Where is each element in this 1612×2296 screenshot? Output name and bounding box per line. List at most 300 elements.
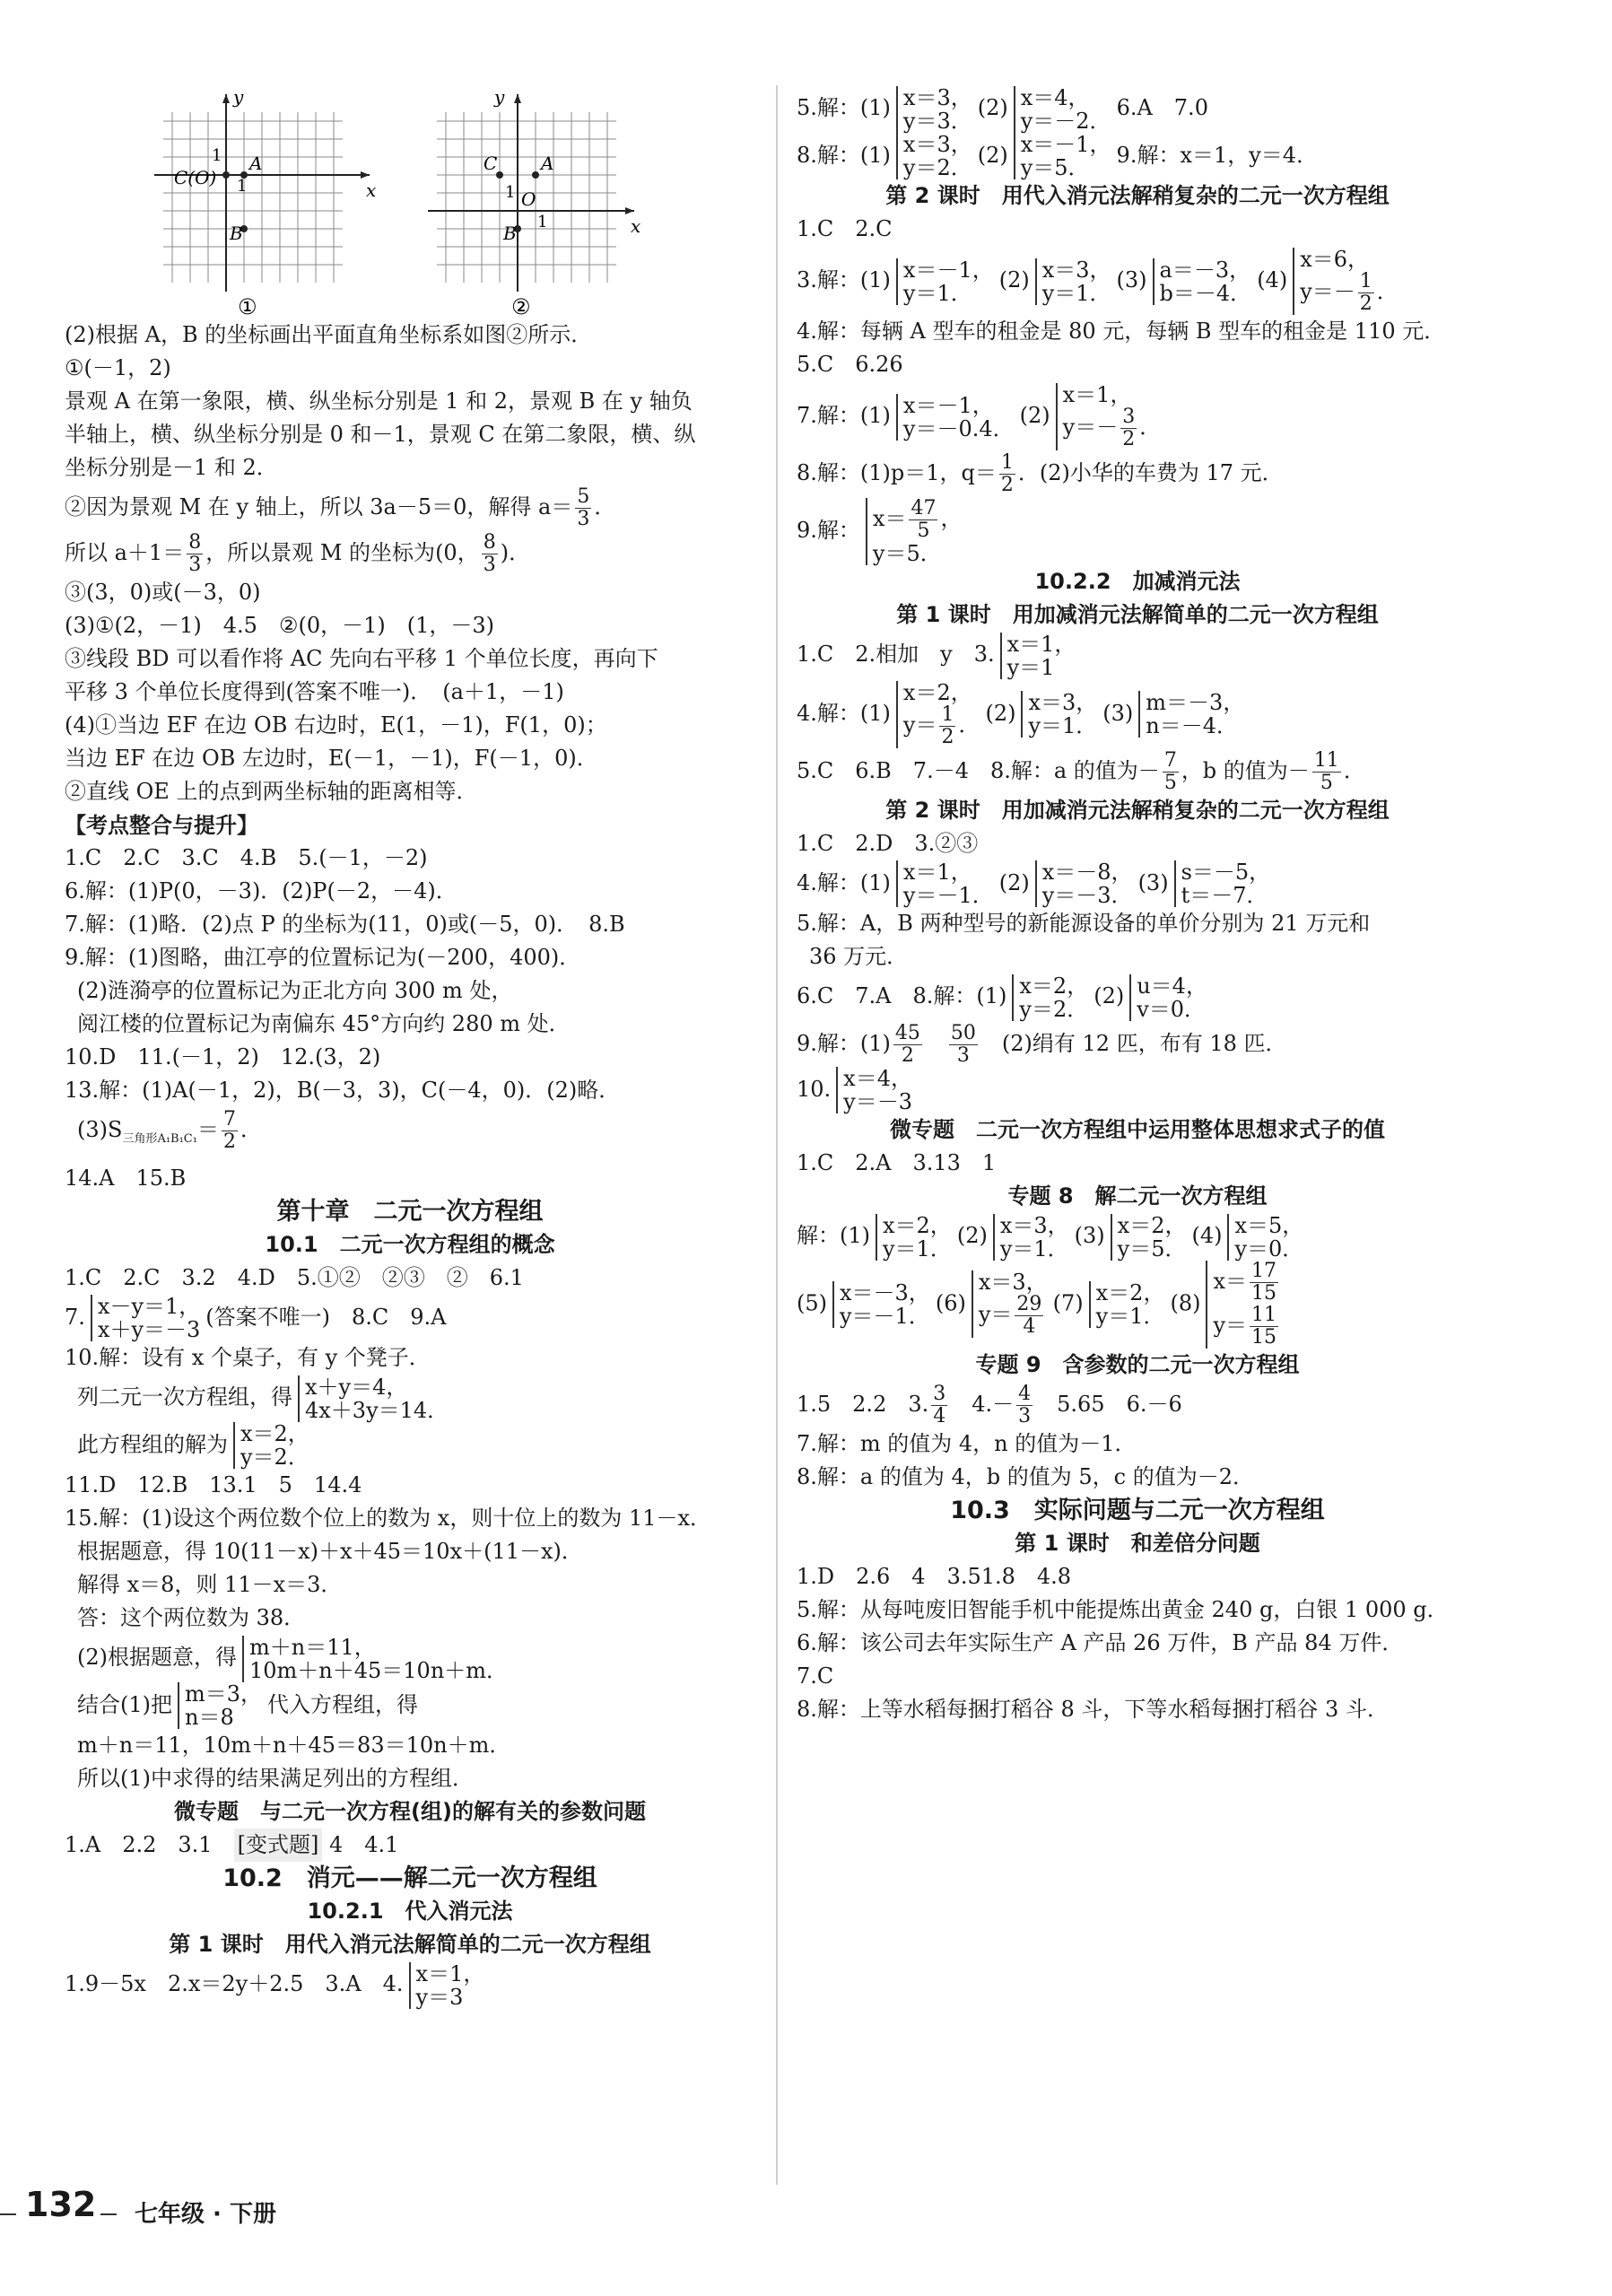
answer-line: [797, 133, 1478, 180]
fraction: [187, 532, 203, 576]
text: 8.解：(1)p＝1，q＝: [797, 460, 997, 485]
fig1-label-c: C(O): [174, 167, 217, 188]
denominator: 2: [941, 725, 954, 748]
equation-system: [1056, 383, 1162, 450]
answer-line: 解得 x＝8，则 11－x＝3．: [77, 1572, 343, 1598]
fig1-x-label: x: [366, 179, 377, 201]
fig1-tick-x: 1: [237, 177, 248, 196]
equation: x＝－1，: [902, 392, 994, 418]
text: 结合(1)把: [77, 1691, 172, 1717]
equation: x＝3，: [902, 132, 972, 157]
fig1-point-c: [222, 171, 230, 179]
equation: x＋y＝－3: [97, 1317, 201, 1343]
answer-line: 1.C 2.D 3.②③: [797, 830, 979, 856]
text: (3): [1074, 1223, 1105, 1248]
numerator: 45: [894, 1021, 920, 1044]
answer-line: 1.C 2.C 3.2 4.D 5.①② ②③ ② 6.1: [65, 1264, 524, 1290]
text: 5.C 6.B 7.－4 8.解：a 的值为－: [797, 757, 1160, 783]
equation-system: [1227, 1214, 1303, 1261]
equation-system: [972, 1270, 1048, 1338]
subscript: 三角形A₁B₁C₁: [122, 1131, 197, 1146]
equation: y＝1．: [1041, 280, 1111, 306]
numerator: 7: [222, 1108, 236, 1131]
equation: x＝4，: [843, 1066, 912, 1091]
answer-line: (4)①当边 EF 在边 OB 右边时，E(1，－1)，F(1，0)；: [65, 712, 607, 738]
equation: s＝－5，: [1181, 860, 1271, 885]
variant-badge: [变式题]: [234, 1829, 323, 1862]
numerator: 29: [1016, 1293, 1042, 1315]
equation: y＝－1．: [902, 883, 994, 908]
text: 9.解：(1): [797, 1030, 891, 1056]
lesson-title: 第 2 课时 用代入消元法解稍复杂的二元一次方程组: [885, 183, 1390, 208]
answer-line: 6.解：该公司去年实际生产 A 产品 26 万件，B 产品 84 万件．: [797, 1629, 1404, 1655]
denominator: 5: [1163, 771, 1177, 794]
answer-line: [797, 1382, 1478, 1427]
lesson-title: 第 1 课时 用加减消元法解简单的二元一次方程组: [896, 602, 1379, 627]
equation: x＝1，: [1062, 382, 1132, 407]
text: (8): [1170, 1290, 1201, 1315]
equation: v＝0．: [1137, 996, 1207, 1022]
fig2-tick-y: 1: [505, 183, 516, 202]
fig2-label-b: B: [503, 223, 517, 244]
answer-line: (3)①(2，－1) 4.5 ②(0，－1) (1，－3): [65, 613, 494, 638]
fig1-tick-y: 1: [212, 146, 222, 165]
fig2-x-label: x: [631, 215, 641, 237]
text: 8.解：(1): [797, 142, 891, 168]
text: 10.: [797, 1076, 832, 1102]
text: 代入方程组，得: [267, 1691, 419, 1717]
denominator: 2: [222, 1131, 236, 1153]
answer-line: 根据题意，得 10(11－x)＋x＋45＝10x＋(11－x)．: [77, 1539, 583, 1565]
equation: x＝2，: [902, 679, 972, 705]
equation: y＝2．: [1019, 996, 1089, 1022]
text: 1.5 2.2 3.: [797, 1391, 929, 1417]
equation: y＝5．: [1020, 155, 1090, 180]
text: 1.A 2.2 3.1: [65, 1832, 234, 1858]
equation: y＝5．: [872, 541, 942, 566]
equation: x＝2，: [1117, 1212, 1187, 1238]
denominator: 2: [1122, 428, 1136, 450]
figure-1: [154, 85, 450, 319]
fraction: [1250, 1305, 1278, 1349]
equation: y＝0．: [1234, 1235, 1304, 1261]
text: 4 4.1: [328, 1832, 399, 1858]
answer-line: 15.解：(1)设这个两位数个位上的数为 x，则十位上的数为 11－x．: [65, 1506, 712, 1532]
equation: x＝1，: [902, 860, 972, 885]
text: 1.9－5x 2.x＝2y＋2.5 3.A 4.: [65, 1971, 404, 1997]
numerator: 4: [1018, 1382, 1032, 1405]
equation: y＝－3: [843, 1089, 912, 1114]
equation: y＝1．: [1028, 713, 1098, 738]
denominator: 3: [188, 554, 202, 576]
equation: x＝－1，: [1020, 132, 1111, 157]
answer-line: 8.解：a 的值为 4，b 的值为 5，c 的值为－2．: [797, 1463, 1254, 1489]
equation-system: [993, 1214, 1069, 1261]
equation-system: [1089, 1281, 1165, 1328]
equation-system: [1174, 860, 1271, 907]
text: 4.解：(1): [797, 869, 891, 895]
answer-line: ③(3，0)或(－3，0): [65, 580, 261, 605]
equation: x＝: [1213, 1268, 1248, 1294]
text: (4): [1257, 267, 1288, 292]
text: (2)根据题意，得: [77, 1645, 237, 1671]
answer-line: [65, 1961, 755, 2009]
equation: t＝－7．: [1181, 883, 1268, 908]
numerator: 1: [1000, 451, 1014, 474]
answer-line: [65, 1635, 755, 1682]
equation-system: [896, 258, 994, 305]
fraction: [1312, 750, 1341, 794]
page-number: 132: [25, 2185, 97, 2224]
lesson-title: 第 1 课时 和差倍分问题: [1015, 1530, 1260, 1556]
answer-line: 10.D 11.(－1，2) 12.(3，2): [65, 1044, 381, 1069]
answer-line: [65, 1829, 755, 1862]
text: 5.解：(1): [797, 95, 891, 120]
numerator: 11: [1251, 1303, 1277, 1326]
equation: x＝2，: [1019, 973, 1089, 999]
equation-system: [832, 1281, 930, 1328]
answer-line: [797, 748, 1478, 794]
answer-line: [797, 632, 1478, 679]
text: 列二元一次方程组，得: [77, 1384, 292, 1410]
answer-line: 5.解：A，B 两种型号的新能源设备的单价分别为 21 万元和: [797, 911, 1371, 936]
fig1-caption: ①: [238, 294, 257, 319]
text: (2): [998, 267, 1030, 292]
numerator: 17: [1251, 1259, 1277, 1282]
answer-line: 8.解：上等水稻每捆打稻谷 8 斗，下等水稻每捆打稻谷 3 斗．: [797, 1696, 1389, 1722]
answer-line: [797, 246, 1478, 315]
answer-line: m＋n＝11，10m＋n＋45＝83＝10n＋m．: [77, 1733, 511, 1759]
answer-line: 坐标分别是－1 和 2．: [65, 455, 278, 480]
equation: x＝1，: [1006, 631, 1076, 657]
equation: y＝1．: [999, 1235, 1069, 1261]
numerator: 7: [1163, 748, 1177, 772]
fig2-label-c: C: [484, 153, 498, 174]
equation: x＝3，: [1028, 690, 1098, 715]
equation-system: [896, 681, 980, 748]
answer-line: [797, 860, 1478, 908]
text: (2): [1094, 983, 1125, 1008]
topic-title: 专题 8 解二元一次方程组: [1007, 1183, 1268, 1209]
answer-line: 5.C 6.26: [797, 352, 903, 377]
answer-line: 当边 EF 在边 OB 左边时，E(－1，－1)，F(－1，0)．: [65, 746, 598, 771]
text: 9.解：x＝1，y＝4．: [1116, 142, 1319, 168]
answer-line: 景观 A 在第一象限，横、纵坐标分别是 1 和 2，景观 B 在 y 轴负: [65, 388, 693, 414]
topic-title: 专题 9 含参数的二元一次方程组: [975, 1351, 1300, 1377]
section-title: 10.3 实际问题与二元一次方程组: [950, 1496, 1325, 1524]
answer-line: 所以(1)中求得的结果满足列出的方程组．: [77, 1766, 474, 1792]
fraction: [999, 452, 1015, 496]
numerator: 50: [950, 1021, 976, 1044]
answer-line: 11.D 12.B 13.1 5 14.4: [65, 1472, 362, 1498]
subsection-title: 10.2.2 加减消元法: [1034, 569, 1241, 594]
answer-line: 13.解：(1)A(－1，2)，B(－3，3)，C(－4，0)．(2)略．: [65, 1078, 621, 1103]
text: ．: [1376, 279, 1399, 304]
equation-system: [409, 1962, 485, 2009]
text: (0，: [435, 540, 479, 565]
equation: y＝2．: [240, 1445, 309, 1471]
answer-line: (2)涟漪亭的位置标记为正北方向 300 m 处，: [77, 978, 513, 1003]
fig2-label-o: O: [521, 188, 536, 210]
answer-line: ②直线 OE 上的点到两坐标轴的距离相等．: [65, 779, 478, 804]
fraction: [931, 1384, 947, 1427]
numerator: 47: [911, 497, 937, 519]
text: 4.－: [972, 1391, 1015, 1417]
answer-line: [797, 85, 1478, 133]
fraction: [1120, 406, 1137, 450]
answer-line: 9.解：(1)图略，曲江亭的位置标记为(－200，400)．: [65, 945, 581, 970]
equation: x＝3，: [999, 1212, 1069, 1238]
section-heading: 【考点整合与提升】: [65, 812, 258, 838]
lesson-title: 第 1 课时 用代入消元法解简单的二元一次方程组: [169, 1932, 651, 1958]
equation: b＝－4．: [1159, 280, 1252, 306]
fraction: [939, 704, 955, 748]
text: ②因为景观 M 在 y 轴上，所以 3a－5＝0，解得 a＝: [65, 494, 573, 519]
text: 6.A 7.0: [1116, 95, 1208, 120]
answer-line: [797, 679, 1478, 748]
answer-line: [797, 1021, 1478, 1067]
answer-line: [797, 1261, 1478, 1349]
equation: x＝4，: [1020, 84, 1090, 110]
fraction: [1358, 271, 1374, 315]
numerator: 8: [483, 531, 496, 554]
text: 1.C 2.相加 y 3.: [797, 642, 995, 667]
fig2-point-a: [532, 171, 539, 179]
denominator: 5: [917, 519, 930, 542]
text: (2): [998, 869, 1030, 895]
text: 9.解：: [797, 518, 860, 543]
right-column: [797, 85, 1478, 1726]
text: (3): [1102, 700, 1134, 726]
text: (答案不唯一) 8.C 9.A: [205, 1304, 447, 1330]
equation: y＝－2．: [1020, 108, 1111, 134]
equation-system: [1153, 258, 1252, 305]
fraction: [949, 1023, 978, 1067]
figure-2: [428, 85, 724, 319]
equation-system: [896, 860, 994, 907]
text: ＝: [196, 1117, 219, 1142]
answer-line: [797, 450, 1478, 496]
equation-system: [896, 133, 972, 179]
denominator: 15: [1251, 1281, 1277, 1305]
fig1-y-label: y: [233, 86, 244, 108]
equation: x＝3，: [902, 84, 972, 110]
fig2-tick-x: 1: [537, 213, 548, 231]
equation: 10m＋n＋45＝10n＋m．: [249, 1657, 509, 1683]
equation: x＝－1，: [902, 257, 994, 283]
denominator: 4: [1023, 1315, 1036, 1338]
text: ．: [594, 494, 616, 519]
equation: x＝: [872, 506, 907, 531]
fraction: [1015, 1294, 1043, 1338]
subsection-title: 10.2.1 代入消元法: [307, 1899, 513, 1925]
text: 3.解：(1): [797, 267, 891, 292]
text: ，b 的值为－: [1181, 757, 1310, 783]
equation-system: [242, 1636, 508, 1682]
equation-system: [1138, 691, 1244, 738]
text: (3)S: [77, 1117, 123, 1142]
equation: y＝－: [1062, 415, 1119, 440]
text: ．: [240, 1117, 262, 1142]
text: (2): [977, 95, 1008, 120]
answer-line: [65, 530, 755, 576]
answer-line: (2)根据 A，B 的坐标画出平面直角坐标系如图②所示．: [65, 322, 593, 347]
fig2-caption: ②: [511, 294, 531, 319]
equation-system: [1293, 248, 1399, 315]
answer-line: 4.解：每辆 A 型车的租金是 80 元，每辆 B 型车的租金是 110 元．: [797, 319, 1446, 344]
equation: x＝2，: [240, 1421, 309, 1447]
equation: x＋y＝4，: [305, 1374, 408, 1400]
numerator: 5: [577, 485, 590, 508]
text: 7.解：(1): [797, 403, 891, 428]
text: (5): [797, 1290, 827, 1315]
numerator: 1: [941, 703, 954, 726]
answer-line: 7.解：(1)略．(2)点 P 的坐标为(11，0)或(－5，0)． 8.B: [65, 912, 625, 937]
answer-line: [797, 496, 1478, 565]
fig1-x-arrow: [361, 171, 370, 179]
equation: n＝8: [185, 1705, 234, 1731]
answer-line: [65, 1375, 755, 1422]
answer-line: 10.解：设有 x 个桌子，有 y 个凳子．: [65, 1345, 431, 1371]
answer-line: [65, 1107, 755, 1162]
section-title: 10.1 二元一次方程组的概念: [265, 1231, 555, 1257]
fraction: [575, 486, 591, 530]
equation: 4x＋3y＝14．: [305, 1397, 449, 1423]
fig1-y-arrow: [222, 94, 230, 103]
fraction: [1163, 750, 1179, 794]
text: 6.C 7.A 8.解：(1): [797, 983, 1007, 1008]
text: ，: [940, 506, 963, 531]
answer-line: 阅江楼的位置标记为南偏东 45°方向约 280 m 处．: [77, 1011, 571, 1036]
equation: y＝: [978, 1302, 1013, 1327]
equation-system: [178, 1682, 262, 1729]
chapter-title: 第十章 二元一次方程组: [276, 1197, 544, 1226]
text: (4): [1191, 1223, 1223, 1248]
answer-line: ③线段 BD 可以看作将 AC 先向右平移 1 个单位长度，再向下: [65, 646, 658, 671]
text: ，所以景观 M 的坐标为: [205, 540, 436, 565]
fig1-label-b: B: [230, 223, 243, 244]
equation: y＝1: [1006, 654, 1055, 680]
fig2-x-arrow: [625, 207, 634, 214]
grade-label: 七年级 · 下册: [135, 2201, 276, 2228]
text: 所以 a＋1＝: [65, 540, 185, 565]
equation: y＝－: [1300, 279, 1355, 304]
equation: m＝3，: [185, 1681, 263, 1707]
answer-line: 7.C: [797, 1663, 834, 1689]
answer-line: 半轴上，横、纵坐标分别是 0 和－1，景观 C 在第二象限，横、纵: [65, 422, 696, 447]
answer-line: [65, 1682, 755, 1730]
text: ．: [1139, 415, 1162, 440]
equation-system: [1012, 974, 1088, 1021]
text: ．: [958, 711, 980, 738]
equation: u＝4，: [1137, 973, 1207, 999]
numerator: 1: [1359, 270, 1372, 292]
equation: x＝5，: [1234, 1212, 1304, 1238]
text: (2): [985, 700, 1016, 726]
answer-line: 14.A 15.B: [65, 1165, 187, 1191]
denominator: 3: [1018, 1404, 1032, 1427]
equation: y＝: [1213, 1312, 1248, 1338]
numerator: 3: [1122, 406, 1136, 428]
equation: x＝2，: [1095, 1279, 1165, 1305]
equation: y＝－0.4．: [902, 415, 1015, 441]
lesson-title: 第 2 课时 用加减消元法解稍复杂的二元一次方程组: [885, 797, 1390, 823]
equation: y＝3: [415, 1984, 464, 2010]
equation-system: [1035, 860, 1133, 907]
equation: y＝1．: [883, 1235, 952, 1261]
answer-line: [797, 1067, 1478, 1114]
fraction: [893, 1023, 922, 1067]
text: 此方程组的解为: [77, 1431, 228, 1457]
answer-line: 1.D 2.6 4 3.51.8 4.8: [797, 1563, 1072, 1589]
equation-system: [876, 1214, 952, 1261]
denominator: 3: [577, 508, 590, 530]
equation: a＝－3，: [1159, 257, 1251, 283]
equation-system: [1021, 691, 1097, 738]
section-title: 微专题 与二元一次方程(组)的解有关的参数问题: [174, 1799, 646, 1825]
equation: m＝－3，: [1146, 690, 1245, 715]
fraction: [1250, 1261, 1278, 1305]
section-title: 微专题 二元一次方程组中运用整体思想求式子的值: [890, 1117, 1385, 1142]
answer-line: 1.C 2.C: [797, 216, 893, 241]
answer-line: 1.C 2.A 3.13 1: [797, 1150, 997, 1175]
equation-system: [1000, 633, 1076, 679]
equation: y＝－1．: [840, 1303, 930, 1329]
fig1-label-a: A: [249, 153, 263, 174]
equation: x＝3，: [978, 1270, 1048, 1295]
section-title: 10.2 消元——解二元一次方程组: [222, 1864, 597, 1893]
denominator: 4: [933, 1404, 946, 1427]
footer-dash: [100, 2213, 117, 2215]
text: )．: [500, 540, 531, 565]
equation-system: [298, 1375, 449, 1422]
fig2-y-arrow: [514, 94, 521, 103]
equation: y＝－3．: [1041, 883, 1133, 908]
answer-line: 6.解：(1)P(0，－3)．(2)P(－2，－4)．: [65, 878, 457, 904]
text: (2): [1019, 403, 1050, 428]
fig1-grid: [163, 112, 343, 283]
denominator: 3: [483, 554, 496, 576]
footer-dash: [0, 2213, 16, 2215]
text: (2): [956, 1223, 988, 1248]
equation: m＋n＝11，: [249, 1634, 376, 1660]
equation-system: [1014, 86, 1111, 133]
equation-system: [866, 498, 963, 565]
answer-line: ①(－1，2): [65, 355, 171, 380]
answer-line: 答：这个两位数为 38．: [77, 1605, 306, 1631]
equation: y＝5．: [1117, 1235, 1187, 1261]
numerator: 3: [933, 1382, 946, 1405]
fraction: [909, 498, 937, 542]
left-column: [65, 85, 755, 2009]
text: ．(2)小华的车费为 17 元．: [1017, 460, 1284, 485]
answer-line: 7.解：m 的值为 4，n 的值为－1．: [797, 1430, 1137, 1456]
text: (2)绢有 12 匹，布有 18 匹．: [1001, 1030, 1287, 1056]
text: (2): [977, 142, 1008, 168]
equation-system: [896, 394, 1015, 441]
equation: x＝－3，: [840, 1279, 930, 1305]
text: 5.65 6.－6: [1057, 1391, 1182, 1417]
denominator: 5: [1320, 771, 1333, 794]
text: (6): [935, 1290, 966, 1315]
answer-line: [65, 485, 755, 530]
answer-line: 1.C 2.C 3.C 4.B 5.(－1，－2): [65, 845, 428, 870]
fraction: [222, 1109, 238, 1153]
denominator: 2: [901, 1043, 914, 1067]
answer-line: 5.解：从每吨废旧智能手机中能提炼出黄金 240 g，白银 1 000 g．: [797, 1596, 1449, 1622]
answer-line: 36 万元．: [809, 944, 909, 969]
equation-system: [1129, 974, 1207, 1021]
